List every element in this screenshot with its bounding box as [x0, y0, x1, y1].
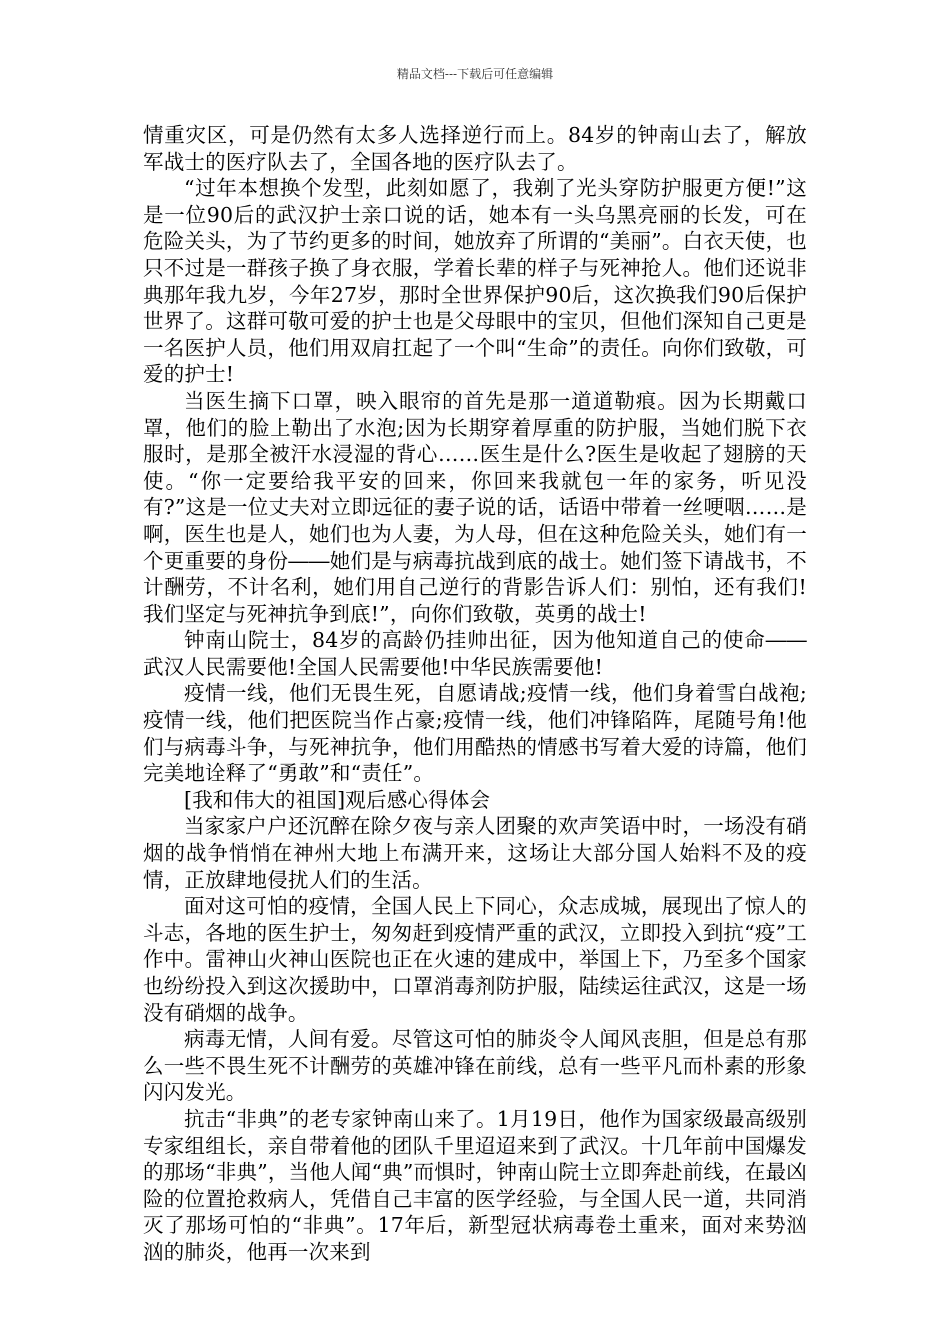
section-title: [我和伟大的祖国]观后感心得体会	[184, 787, 491, 812]
paragraph: 情重灾区，可是仍然有太多人选择逆行而上。84岁的钟南山去了，解放军战士的医疗队去了，全国各地的医疗队去了。	[143, 123, 807, 174]
paragraph: “过年本想换个发型，此刻如愿了，我剃了光头穿防护服更方便!”这是一位90后的武汉护士亲口说的话，她本有一头乌黑亮丽的长发，可在危险关头，为了节约更多的时间，她放弃了所谓的“美丽”。白衣天使，也只不过是一群孩子换了身衣服，学着长辈的样子与死神抢人。他们还说非典那年我九岁，今年27岁，那时全世界保护90后，这次换我们90后保护世界了。这群可敬可爱的护士也是父母眼中的宝贝，但他们深知自己更是一名医护人员，他们用双肩扛起了一个叫“生命”的责任。向你们致敬，可爱的护士!	[143, 176, 807, 387]
paragraph: 抗击“非典”的老专家钟南山来了。1月19日，他作为国家级最高级别专家组组长，亲自带着他的团队千里迢迢来到了武汉。十几年前中国爆发的那场“非典”，当他人闻“典”而惧时，钟南山院士立即奔赴前线，在最凶险的位置抢救病人，凭借自己丰富的医学经验，与全国人民一道，共同消灭了那场可怕的“非典”。17年后，新型冠状病毒卷土重来，面对来势汹汹的肺炎，他再一次来到	[143, 1106, 807, 1264]
paragraph: 面对这可怕的疫情，全国人民上下同心，众志成城，展现出了惊人的斗志，各地的医生护士，匆匆赶到疫情严重的武汉，立即投入到抗“疫”工作中。雷神山火神山医院也正在火速的建成中，举国上下，乃至多个国家也纷纷投入到这次援助中，口罩消毒剂防护服，陆续运往武汉，这是一场没有硝烟的战争。	[143, 894, 807, 1025]
paragraph: 当家家户户还沉醉在除夕夜与亲人团聚的欢声笑语中时，一场没有硝烟的战争悄悄在神州大地上布满开来，这场让大部分国人始料不及的疫情，正放肆地侵扰人们的生活。	[143, 814, 807, 892]
paragraph: 疫情一线，他们无畏生死，自愿请战;疫情一线，他们身着雪白战袍;疫情一线，他们把医院当作占豪;疫情一线，他们冲锋陷阵，尾随号角!他们与病毒斗争，与死神抗争，他们用酷热的情感书写着大爱的诗篇，他们完美地诠释了“勇敢”和“责任”。	[143, 681, 807, 786]
paragraph: 病毒无情，人间有爱。尽管这可怕的肺炎令人闻风丧胆，但是总有那么一些不畏生死不计酬劳的英雄冲锋在前线，总有一些平凡而朴素的形象闪闪发光。	[143, 1027, 807, 1105]
document-body	[143, 122, 807, 1266]
page-header: 精品文档---下载后可任意编辑	[396, 67, 554, 81]
paragraph: 当医生摘下口罩，映入眼帘的首先是那一道道勒痕。因为长期戴口罩，他们的脸上勒出了水泡;因为长期穿着厚重的防护服，当她们脱下衣服时，是那全被汗水浸湿的背心……医生是什么?医生是收起了翅膀的天使。“你一定要给我平安的回来，你回来我就包一年的家务，听见没有?”这是一位丈夫对立即远征的妻子说的话，话语中带着一丝哽咽……是啊，医生也是人，她们也为人妻，为人母，但在这种危险关头，她们有一个更重要的身份――她们是与病毒抗战到底的战士。她们签下请战书，不计酬劳，不计名利，她们用自己逆行的背影告诉人们：别怕，还有我们!我们坚定与死神抗争到底!”，向你们致敬，英勇的战士!	[143, 388, 807, 626]
paragraph: 钟南山院士，84岁的高龄仍挂帅出征，因为他知道自己的使命――武汉人民需要他!全国人民需要他!中华民族需要他!	[143, 628, 807, 679]
